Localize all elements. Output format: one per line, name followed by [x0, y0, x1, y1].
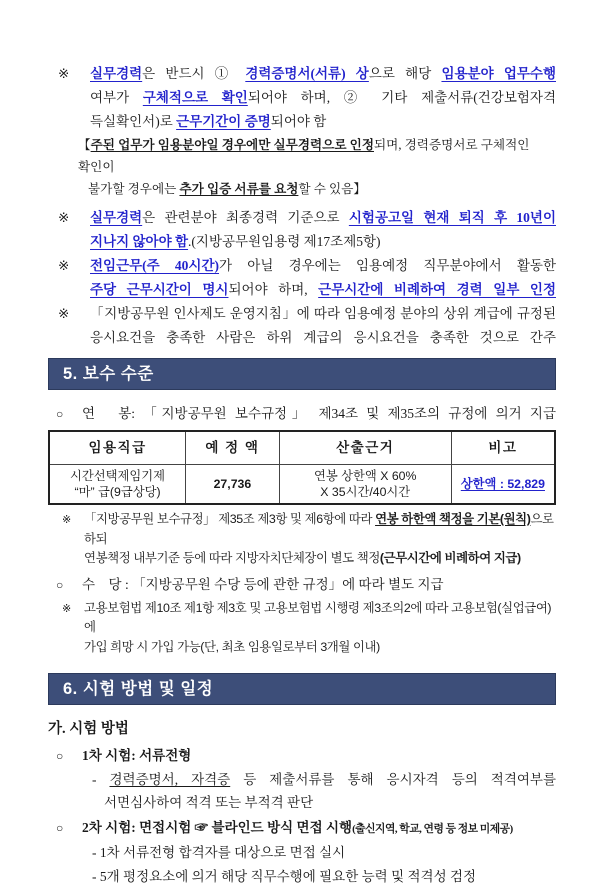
exam-first-round-text	[82, 748, 191, 763]
cell-grade-line1: 시간선택제임기제	[70, 469, 166, 483]
section-5-title: 5. 보수 수준	[63, 365, 154, 383]
exam-first-detail-2	[48, 792, 556, 814]
plain-text: 으로 하되	[84, 512, 554, 546]
emphasized-text: 추가 입증 서류를 요청	[179, 182, 299, 196]
plain-text: 서면심사하여 적격 또는 부적격 판단	[104, 795, 314, 810]
reference-mark-icon: ※	[58, 306, 70, 321]
note-line	[90, 326, 556, 350]
exam-second-detail-1	[48, 841, 556, 865]
col-header-grade: 임용직급	[49, 431, 186, 465]
emphasized-text: (근무시간에 비례하여 지급)	[379, 551, 521, 565]
cell-grade-line2: “마” 급(9급상당)	[74, 485, 161, 499]
emphasized-text: 주된 업무가 임용분야일 경우에만 실무경력으로 인정	[90, 138, 374, 152]
plain-text: 연 봉: 「지방공무원 보수규정」 제34조 및 제35조의 규정에 의거 지급	[82, 406, 556, 421]
section-5-header	[48, 358, 556, 390]
note-line	[90, 62, 556, 86]
cell-remark-cap: 상한액 : 52,829	[451, 465, 555, 505]
emphasized-text: 경력증명서, 자격증	[109, 772, 231, 787]
note-fulltime-hours	[48, 254, 556, 302]
emphasized-text: 지나지 않아야 함	[90, 234, 189, 249]
exam-method-heading: 가. 시험 방법	[48, 721, 129, 737]
emphasized-text: 시험공고일 현재 퇴직 후 10년이	[348, 210, 556, 225]
section-6-header	[48, 673, 556, 705]
note-experience-ten-years	[48, 206, 556, 254]
plain-text: 응시요건을 충족한 사람은 하위 계급의 응시요건을 충족한 것으로 간주	[90, 330, 556, 345]
note-line	[90, 86, 556, 110]
exam-second-round	[48, 816, 556, 841]
note-line	[84, 510, 556, 549]
salary-regulation-note	[48, 510, 556, 569]
plain-text: 되어야 하며, ② 기타 제출서류(건강보험자격	[247, 90, 556, 105]
reference-mark-icon: ※	[62, 602, 71, 615]
bracket-note	[78, 134, 556, 200]
cell-basis-line2: X 35시간/40시간	[320, 485, 411, 499]
emphasized-text: 임용분야 업무수행	[441, 66, 556, 81]
note-line	[90, 302, 556, 326]
circle-bullet-icon: ○	[56, 821, 64, 835]
note-line	[90, 230, 556, 254]
salary-table-header-row	[49, 431, 555, 465]
emphasized-text: 주당 근무시간이 명시	[90, 282, 229, 297]
exam-second-round-text	[82, 820, 513, 835]
bracket-note-line	[78, 134, 556, 178]
emphasized-text: 전임근무(주 40시간)	[90, 258, 220, 273]
emphasized-text: 연봉 하한액 책정을 기본(원칙)	[375, 512, 531, 526]
plain-text: 「지방공무원 보수규정」 제35조 제3항 및 제6항에 따라	[84, 512, 376, 526]
emphasized-text: 구체적으로 확인	[142, 90, 248, 105]
plain-text: 가 아닐 경우에는 임용예정 직무분야에서 활동한	[219, 258, 556, 273]
col-header-basis: 산출근거	[279, 431, 451, 465]
note-line	[90, 278, 556, 302]
cell-grade	[49, 465, 186, 505]
exam-first-detail-1	[48, 768, 556, 792]
note-line	[84, 549, 556, 569]
allowance-text: 수 당 : 「지방공무원 수당 등에 관한 규정」에 따라 별도 지급	[82, 576, 444, 592]
emphasized-text: 2차 시험: 면접시험 ☞ 블라인드 방식 면접 시행	[82, 820, 353, 835]
note-line: 가입 희망 시 가입 가능(단, 최초 임용일로부터 3개월 이내)	[84, 639, 380, 654]
note-line	[90, 110, 556, 134]
exam-first-round	[48, 744, 556, 768]
plain-text: 연봉책정 내부기준 등에 따라 지방자치단체장이 별도 책정	[84, 551, 380, 565]
emphasized-text: 1차 시험: 서류전형	[82, 748, 192, 763]
plain-text: 득실확인서)로	[90, 114, 177, 129]
cell-basis-line1: 연봉 상한액 X 60%	[314, 469, 417, 483]
cell-amount: 27,736	[186, 465, 280, 505]
plain-text: 되어야 하며,	[228, 282, 319, 297]
plain-text: - 5개 평정요소에 의거 해당 직무수행에 필요한 능력 및 적격성 검정	[92, 869, 477, 884]
plain-text: 불가할 경우에는	[88, 182, 180, 196]
plain-text: - 1차 서류전형 합격자를 대상으로 면접 실시	[92, 845, 346, 860]
plain-text: 여부가	[90, 90, 143, 105]
salary-table	[48, 430, 556, 505]
employment-insurance-note	[48, 599, 556, 658]
note-line: 고용보험법 제10조 제1항 제3호 및 고용보험법 시행령 제3조의2에 따라 고용보험(실업급여)에	[84, 600, 552, 634]
emphasized-text: 경력증명서(서류) 상	[245, 66, 369, 81]
exam-second-detail-2	[48, 865, 556, 889]
bracket-note-line	[78, 178, 556, 200]
col-header-amount: 예 정 액	[186, 431, 280, 465]
allowance-line	[48, 573, 556, 597]
cell-basis	[279, 465, 451, 505]
plain-text: -	[92, 772, 110, 787]
plain-text: 등 제출서류를 통해 응시자격 등의 적격여부를	[230, 772, 557, 787]
plain-text: .(지방공무원임용령 제17조제5항)	[188, 234, 381, 249]
note-personnel-guideline	[48, 302, 556, 350]
reference-mark-icon: ※	[62, 514, 71, 526]
circle-bullet-icon: ○	[56, 749, 64, 763]
plain-text: 은 반드시 ①	[142, 66, 246, 81]
emphasized-text: 근무기간이 증명	[176, 114, 271, 129]
reference-mark-icon: ※	[58, 210, 70, 225]
note-practical-experience-proof	[48, 62, 556, 200]
emphasized-text: 실무경력	[90, 210, 143, 225]
section-6-title: 6. 시험 방법 및 일정	[63, 680, 214, 698]
salary-table-row	[49, 465, 555, 505]
plain-text: 되어야 함	[270, 114, 327, 129]
circle-bullet-icon: ○	[56, 407, 64, 421]
annual-salary-line	[48, 402, 556, 426]
plain-text: 「지방공무원 인사제도 운영지침」에 따라 임용예정 분야의 상위 계급에 규정된	[90, 306, 556, 321]
plain-text: 은 관련분야 최종경력 기준으로	[142, 210, 349, 225]
plain-text: 【	[78, 138, 91, 152]
reference-mark-icon: ※	[58, 66, 70, 81]
emphasized-text: (출신지역, 학교, 연령 등 정보 미제공)	[352, 823, 513, 835]
col-header-remark: 비고	[451, 431, 555, 465]
emphasized-text: 근무시간에 비례하여 경력 일부 인정	[318, 282, 556, 297]
note-line	[90, 254, 556, 278]
reference-mark-icon: ※	[58, 258, 70, 273]
emphasized-text: 실무경력	[90, 66, 143, 81]
plain-text: 으로 해당	[368, 66, 442, 81]
plain-text: 되며, 경력증명서로 구체적인 확인이	[78, 138, 530, 174]
note-line	[90, 206, 556, 230]
circle-bullet-icon: ○	[56, 577, 64, 592]
annual-salary-text	[82, 406, 556, 421]
plain-text: 할 수 있음】	[298, 182, 366, 196]
